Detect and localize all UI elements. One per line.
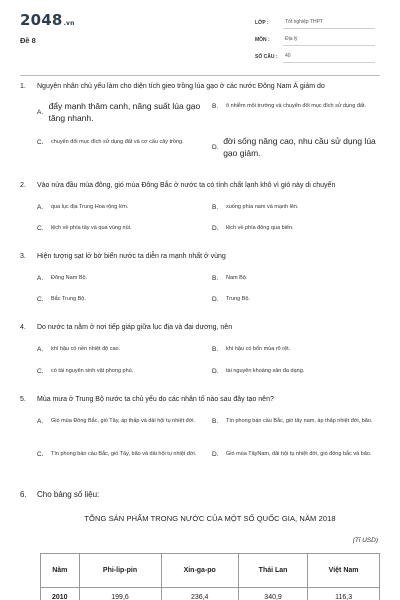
meta-key: MÔN :: [255, 37, 270, 43]
question-3: [20, 252, 382, 308]
option-letter: D.: [212, 450, 219, 458]
option-text: Gió mùa TâyNam, dải hội tụ nhiệt đới, gió đông bắc và bão.: [226, 451, 372, 457]
option-text: Đông Nam Bộ.: [51, 275, 88, 281]
meta-key: SỐ CÂU :: [255, 54, 278, 60]
option-c[interactable]: [37, 138, 213, 147]
table-row: [41, 588, 380, 600]
option-letter: A.: [37, 417, 44, 425]
question-text: Mùa mưa ở Trung Bộ nước ta chủ yếu do các nhân tố nào sau đây tạo nên?: [37, 396, 274, 403]
question-5: [20, 395, 382, 485]
header-divider: [20, 75, 380, 76]
option-d[interactable]: [212, 295, 377, 304]
option-letter: A.: [37, 108, 44, 116]
option-letter: B.: [212, 102, 219, 110]
data-table: [40, 553, 380, 600]
option-text: Tín phong bán cầu Bắc, gió tây nam, áp thấp nhiệt đới, bão.: [226, 418, 373, 424]
option-letter: C.: [37, 224, 44, 232]
option-text: đẩy mạnh thâm canh, nâng suất lúa gạo tăng nhanh.: [48, 101, 201, 123]
table-header-cell: Xin-ga-po: [161, 554, 238, 588]
meta-row-class: [255, 12, 375, 29]
option-d[interactable]: [212, 224, 377, 233]
option-letter: A.: [37, 274, 44, 282]
option-text: chuyển đổi mục đích sử dụng đất và cơ cấu cây trồng.: [51, 139, 184, 145]
option-a[interactable]: [37, 274, 213, 283]
option-text: xuống phía nam và mạnh lên.: [226, 204, 299, 210]
option-letter: A.: [37, 345, 44, 353]
option-letter: B.: [212, 345, 219, 353]
exam-meta: [255, 12, 375, 63]
table-cell: 199,6: [79, 588, 161, 600]
site-logo[interactable]: [20, 11, 75, 29]
option-letter: D.: [212, 224, 219, 232]
option-c[interactable]: [37, 295, 213, 304]
option-text: đời sống nâng cao, nhu cầu sử dụng lúa gạo giảm.: [223, 136, 376, 158]
option-d[interactable]: [212, 135, 377, 159]
option-letter: B.: [212, 417, 219, 425]
option-letter: B.: [212, 274, 219, 282]
exam-header: [0, 0, 400, 78]
option-text: có tài nguyên sinh vật phong phú.: [51, 368, 134, 374]
option-text: ô nhiễm môi trường và chuyển đổi mục đích sử dụng đất.: [226, 103, 366, 109]
table-title: TỔNG SẢN PHẨM TRONG NƯỚC CỦA MỘT SỐ QUỐC GIA, NĂM 2018: [84, 514, 336, 523]
option-b[interactable]: [212, 102, 377, 111]
option-text: khí hậu có bốn mùa rõ rệt.: [226, 346, 291, 352]
meta-value: 40: [283, 53, 375, 63]
question-text: Do nước ta nằm ở nơi tiếp giáp giữa lục địa và đại dương, nên: [37, 324, 233, 331]
logo-suffix: .vn: [63, 20, 75, 27]
option-a[interactable]: [37, 345, 213, 354]
option-a[interactable]: [37, 100, 213, 124]
option-text: tài nguyên khoáng sản đa dạng.: [226, 368, 305, 374]
table-unit: (Tỉ USD): [352, 537, 378, 544]
option-c[interactable]: [37, 224, 213, 233]
question-2: [20, 181, 382, 237]
logo-text: 2048: [20, 11, 63, 29]
table-cell: 236,4: [161, 588, 238, 600]
option-d[interactable]: [212, 450, 377, 459]
table-cell: 2010: [41, 588, 80, 600]
option-letter: C.: [37, 450, 44, 458]
option-c[interactable]: [37, 367, 213, 376]
option-letter: D.: [212, 367, 219, 375]
option-b[interactable]: [212, 417, 377, 426]
option-b[interactable]: [212, 274, 377, 283]
option-a[interactable]: [37, 203, 213, 212]
table-header-cell: Việt Nam: [308, 554, 380, 588]
question-text: Nguyên nhân chủ yếu làm cho diện tích gieo trồng lúa gạo ở các nước Đông Nam Á giảm do: [37, 83, 325, 90]
meta-value: Tốt nghiệp THPT: [283, 19, 375, 29]
option-text: Bắc Trung Bộ.: [51, 296, 86, 302]
meta-row-subject: [255, 29, 375, 46]
option-letter: A.: [37, 203, 44, 211]
option-text: Trung Bộ.: [226, 296, 250, 302]
exam-code: Đề 8: [20, 36, 36, 45]
option-text: qua lục địa Trung Hoa rộng lớn.: [51, 204, 129, 210]
question-number: 5.: [20, 396, 26, 403]
option-text: Nam Bộ.: [226, 275, 248, 281]
option-b[interactable]: [212, 345, 377, 354]
question-number: 4.: [20, 324, 26, 331]
question-text: Cho bảng số liệu:: [37, 490, 100, 499]
table-header-cell: Phi-lip-pin: [79, 554, 161, 588]
question-6: [20, 490, 382, 500]
option-text: lệch về phía tây và qua vùng núi.: [51, 225, 132, 231]
option-c[interactable]: [37, 450, 213, 459]
option-b[interactable]: [212, 203, 377, 212]
table-header-cell: Năm: [41, 554, 80, 588]
option-d[interactable]: [212, 367, 377, 376]
table-cell: 340,9: [238, 588, 307, 600]
option-letter: B.: [212, 203, 219, 211]
question-text: Hiện tượng sạt lở bờ biển nước ta diễn ra mạnh nhất ở vùng: [37, 253, 226, 260]
question-4: [20, 323, 382, 379]
option-text: khí hậu có nền nhiệt độ cao.: [51, 346, 121, 352]
option-text: Tín phong bán cầu Bắc, gió Tây, bão và dải hội tụ nhiệt đới.: [51, 451, 197, 457]
option-letter: C.: [37, 367, 44, 375]
table-header-row: [41, 554, 380, 588]
option-letter: D.: [212, 295, 219, 303]
question-number: 2.: [20, 182, 26, 189]
question-number: 6.: [20, 490, 27, 499]
question-text: Vào nửa đầu mùa đông, gió mùa Đông Bắc ở nước ta có tính chất lạnh khô vì gió này di chuyển: [37, 182, 336, 189]
option-letter: D.: [212, 143, 219, 151]
table-cell: 116,3: [308, 588, 380, 600]
option-a[interactable]: [37, 417, 213, 426]
option-text: lệch về phía đông qua biển.: [226, 225, 294, 231]
option-text: Gió mùa Đông Bắc, gió Tây, áp thấp và dải hội tụ nhiệt đới.: [51, 418, 196, 424]
question-number: 1.: [20, 83, 26, 90]
meta-row-count: [255, 46, 375, 63]
meta-key: LỚP :: [255, 20, 269, 26]
option-letter: C.: [37, 138, 44, 146]
option-letter: C.: [37, 295, 44, 303]
question-number: 3.: [20, 253, 26, 260]
meta-value: Địa lý: [283, 36, 375, 46]
table-header-cell: Thái Lan: [238, 554, 307, 588]
question-1: [20, 82, 382, 164]
